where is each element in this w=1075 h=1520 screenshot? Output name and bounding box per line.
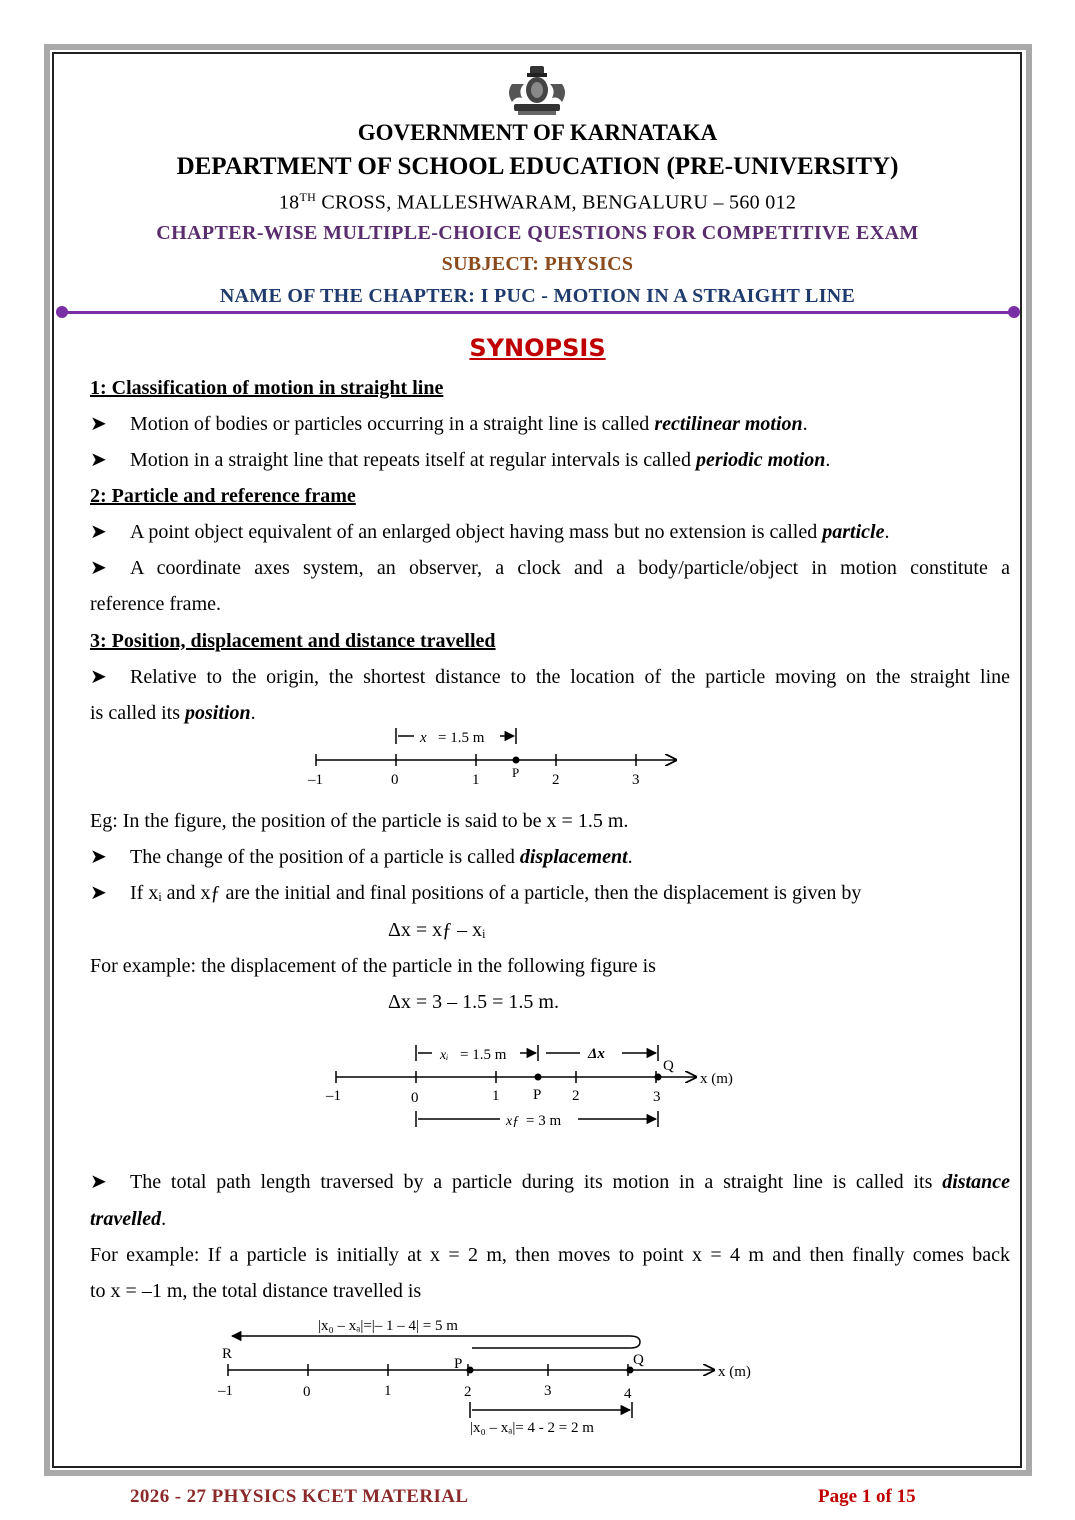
fig3-tick-label: 1 xyxy=(384,1383,392,1399)
section-2-title: 2: Particle and reference frame xyxy=(90,485,356,507)
section-3-title: 3: Position, displacement and distance travelled xyxy=(90,630,496,652)
section-3-bullet-4-line-2: travelled. xyxy=(90,1208,167,1230)
fig2-point-label: P xyxy=(533,1087,542,1103)
fig2-xi-value: = 1.5 m xyxy=(460,1047,507,1063)
fig1-x-symbol: x xyxy=(420,730,427,746)
bullet-arrow-icon: ➤ xyxy=(90,666,107,688)
section-3-example-2-line-1: For example: If a particle is initially at x = 2 m, then moves to point x = 4 m and then finally comes back xyxy=(90,1244,1010,1266)
bullet-arrow-icon: ➤ xyxy=(90,1171,107,1193)
divider-right-dot xyxy=(1008,306,1020,318)
section-1-bullet-1: Motion of bodies or particles occurring in a straight line is called rectilinear motion. xyxy=(130,413,808,435)
fig3-bottom-label: |x₀ – xₐ|= 4 - 2 = 2 m xyxy=(470,1420,594,1436)
fig1-tick-label: 0 xyxy=(391,772,399,788)
bullet-arrow-icon: ➤ xyxy=(90,413,107,435)
fig2-xf-value: = 3 m xyxy=(526,1113,562,1129)
fig3-tick-label: –1 xyxy=(218,1383,233,1399)
section-3-example-intro: For example: the displacement of the particle in the following figure is xyxy=(90,955,656,977)
formula-displacement-value: Δx = 3 – 1.5 = 1.5 m. xyxy=(388,991,559,1013)
header-department: DEPARTMENT OF SCHOOL EDUCATION (PRE-UNIVERSITY) xyxy=(176,153,899,180)
header-address: 18TH CROSS, MALLESHWARAM, BENGALURU – 560 012 xyxy=(278,190,797,214)
section-1-title: 1: Classification of motion in straight line xyxy=(90,377,444,399)
header-government: GOVERNMENT OF KARNATAKA xyxy=(357,120,718,145)
fig2-tick-label: 0 xyxy=(411,1090,419,1106)
fig3-tick-label: 4 xyxy=(624,1386,632,1402)
footer-page-number: Page 1 of 15 xyxy=(818,1486,916,1507)
section-3-bullet-1-line-1: Relative to the origin, the shortest distance to the location of the particle moving on the straight line xyxy=(130,666,1010,688)
fig3-axis-label: x (m) xyxy=(718,1364,751,1380)
section-2-bullet-1: A point object equivalent of an enlarged object having mass but no extension is called particle. xyxy=(130,521,890,543)
fig3-point-label: Q xyxy=(633,1352,644,1368)
section-3-example-position: Eg: In the figure, the position of the particle is said to be x = 1.5 m. xyxy=(90,810,629,832)
fig2-tick-label: 1 xyxy=(492,1088,500,1104)
section-3-bullet-1-line-2: is called its position. xyxy=(90,702,256,724)
fig3-top-label: |x₀ – xₐ|=|– 1 – 4| = 5 m xyxy=(318,1318,458,1334)
fig1-point-label: P xyxy=(512,765,520,780)
fig3-tick-label: 3 xyxy=(544,1383,552,1399)
formula-displacement: Δx = xƒ – xᵢ xyxy=(388,919,486,941)
fig3-point-label: R xyxy=(222,1346,233,1362)
fig2-tick-label: 2 xyxy=(572,1088,580,1104)
synopsis-title: SYNOPSIS xyxy=(469,334,606,362)
bullet-arrow-icon: ➤ xyxy=(90,521,107,543)
bullet-arrow-icon: ➤ xyxy=(90,882,107,904)
header-series: CHAPTER-WISE MULTIPLE-CHOICE QUESTIONS FOR COMPETITIVE EXAM xyxy=(156,222,919,244)
karnataka-emblem-icon xyxy=(502,62,572,118)
section-2-bullet-2-line-1: A coordinate axes system, an observer, a clock and a body/particle/object in motion constitute a xyxy=(130,557,1010,579)
bullet-arrow-icon: ➤ xyxy=(90,449,107,471)
fig2-tick-label: –1 xyxy=(326,1088,341,1104)
header-subject: SUBJECT: PHYSICS xyxy=(441,253,634,275)
fig1-x-value: = 1.5 m xyxy=(438,730,485,746)
fig1-tick-label: –1 xyxy=(308,772,323,788)
fig3-tick-label: 0 xyxy=(303,1384,311,1400)
fig2-point-label: Q xyxy=(663,1058,674,1074)
fig3-point-label: P xyxy=(454,1356,463,1372)
fig2-xi-symbol: xᵢ xyxy=(440,1048,449,1063)
fig3-tick-label: 2 xyxy=(464,1384,472,1400)
section-3-bullet-4-line-1: The total path length traversed by a particle during its motion in a straight line is called its distance xyxy=(130,1171,1010,1193)
bullet-arrow-icon: ➤ xyxy=(90,846,107,868)
fig1-tick-label: 2 xyxy=(552,772,560,788)
section-3-bullet-2: The change of the position of a particle is called displacement. xyxy=(130,846,633,868)
fig2-axis-label: x (m) xyxy=(700,1071,733,1087)
divider-left-dot xyxy=(56,306,68,318)
section-3-bullet-3: If xᵢ and xƒ are the initial and final positions of a particle, then the displacement is given by xyxy=(130,882,862,904)
header-chapter: NAME OF THE CHAPTER: I PUC - MOTION IN A STRAIGHT LINE xyxy=(219,285,856,307)
footer-material-title: 2026 - 27 PHYSICS KCET MATERIAL xyxy=(130,1486,469,1507)
bullet-arrow-icon: ➤ xyxy=(90,557,107,579)
section-2-bullet-2-line-2: reference frame. xyxy=(90,593,221,615)
fig2-dx-label: Δx xyxy=(588,1046,605,1062)
section-1-bullet-2: Motion in a straight line that repeats itself at regular intervals is called periodic motion. xyxy=(130,449,831,471)
fig2-tick-label: 3 xyxy=(653,1089,661,1105)
fig1-tick-label: 1 xyxy=(472,772,480,788)
fig1-tick-label: 3 xyxy=(632,772,640,788)
section-3-example-2-line-2: to x = –1 m, the total distance travelled is xyxy=(90,1280,422,1302)
header-divider xyxy=(64,311,1014,314)
fig2-xf-symbol: xƒ xyxy=(506,1114,520,1129)
